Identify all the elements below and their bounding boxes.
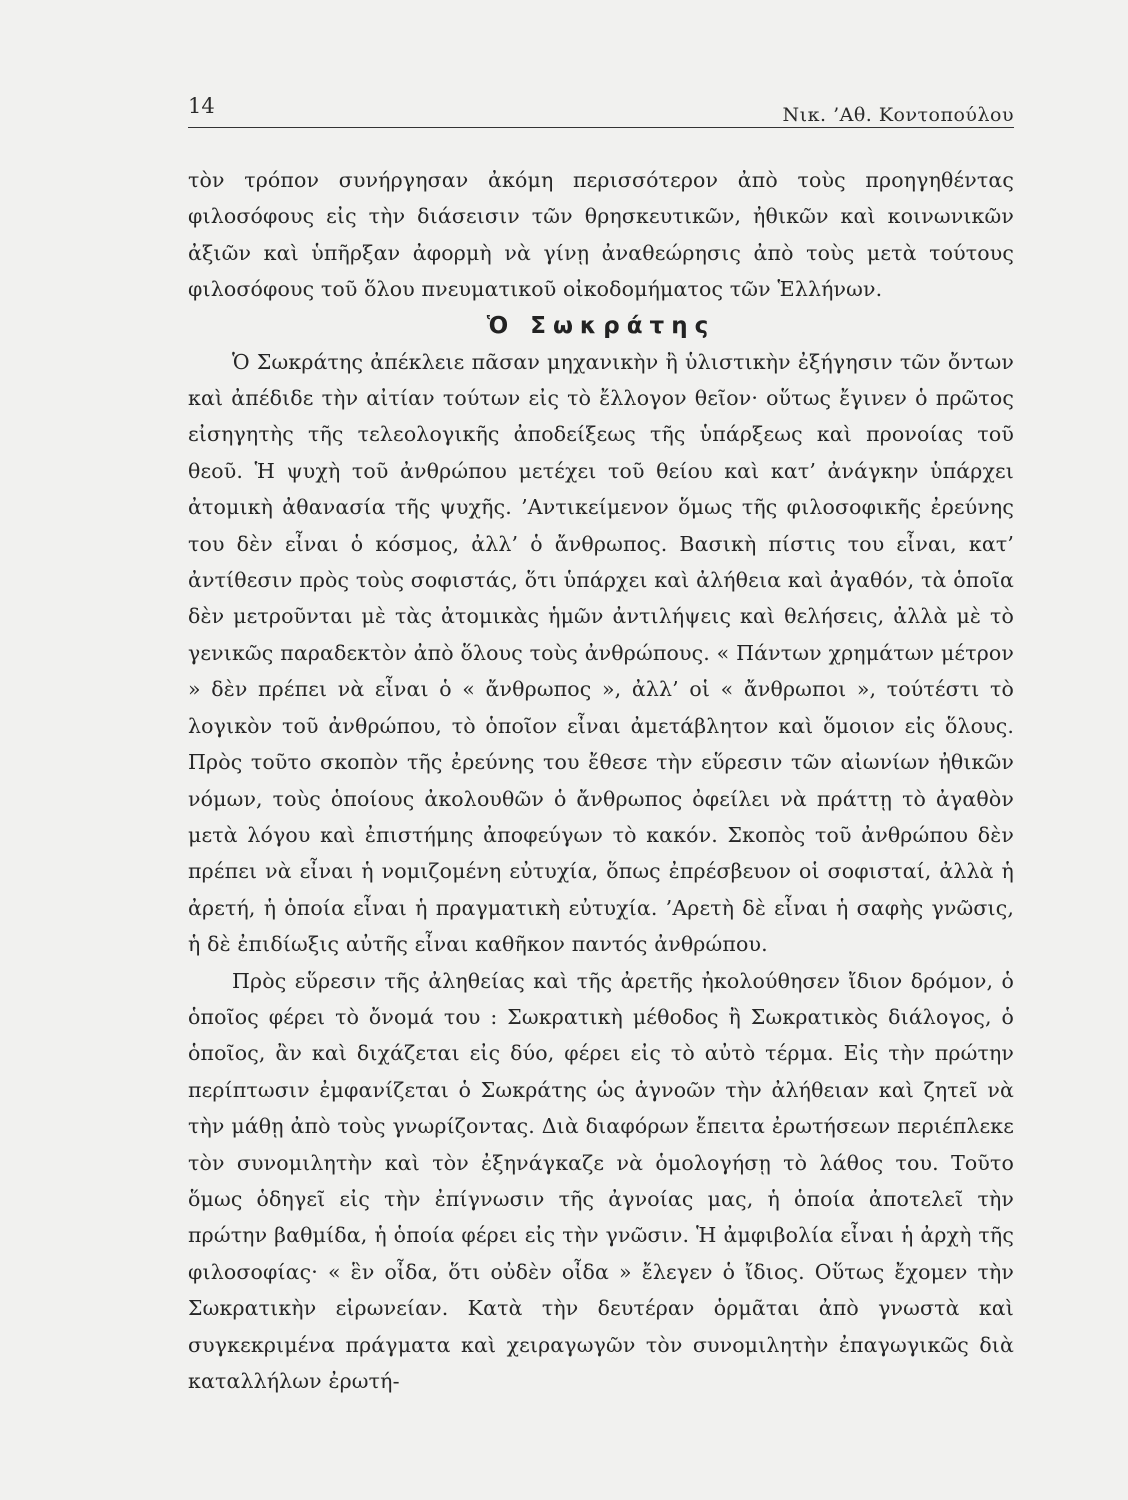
running-head: Νικ. ’Αθ. Κοντοπούλου <box>782 104 1014 126</box>
body-text <box>188 162 1014 1399</box>
paragraph-3: Πρὸς εὕρεσιν τῆς ἀληθείας καὶ τῆς ἀρετῆς ἠκολούθησεν ἴδιον δρόμον, ὁ ὁποῖος φέρει τὸ ὄνομά του : Σωκρατικὴ μέθοδος ἢ Σωκρατικὸς διάλογος, ὁ ὁποῖος, ἂν καὶ διχάζεται εἰς δύο, φέρει εἰς τὸ αὐτὸ τέρμα. Εἰς τὴν πρώτην περίπτωσιν ἐμφανίζεται ὁ Σωκράτης ὡς ἀγνοῶν τὴν ἀλήθειαν καὶ ζητεῖ νὰ τὴν μάθῃ ἀπὸ τοὺς γνωρίζοντας. Διὰ διαφόρων ἔπειτα ἐρωτήσεων περιέπλεκε τὸν συνομιλητὴν καὶ τὸν ἐξηνάγκαζε νὰ ὁμολογήσῃ τὸ λάθος του. Τοῦτο ὅμως ὁδηγεῖ εἰς τὴν ἐπίγνωσιν τῆς ἀγνοίας μας, ἡ ὁποία ἀποτελεῖ τὴν πρώτην βαθμίδα, ἡ ὁποία φέρει εἰς τὴν γνῶσιν. Ἡ ἀμφιβολία εἶναι ἡ ἀρχὴ τῆς φιλοσοφίας· « ἓν οἶδα, ὅτι οὐδὲν οἶδα » ἔλεγεν ὁ ἴδιος. Οὕτως ἔχομεν τὴν Σωκρατικὴν εἰρωνείαν. Κατὰ τὴν δευτέραν ὁρμᾶται ἀπὸ γνωστὰ καὶ συγκεκριμένα πράγματα καὶ χειραγωγῶν τὸν συνομιλητὴν ἐπαγωγικῶς διὰ καταλλήλων ἐρωτή- <box>188 968 1014 1393</box>
page-number: 14 <box>188 94 215 118</box>
section-heading: Ὁ Σωκράτης <box>486 312 716 339</box>
paragraph-2: Ὁ Σωκράτης ἀπέκλειε πᾶσαν μηχανικὴν ἢ ὑλιστικὴν ἐξήγησιν τῶν ὄντων καὶ ἀπέδιδε τὴν αἰτίαν τούτων εἰς τὸ ἔλλογον θεῖον· οὕτως ἔγινεν ὁ πρῶτος εἰσηγητὴς τῆς τελεολογικῆς ἀποδείξεως τῆς ὑπάρξεως καὶ προνοίας τοῦ θεοῦ. Ἡ ψυχὴ τοῦ ἀνθρώπου μετέχει τοῦ θείου καὶ κατ’ ἀνάγκην ὑπάρχει ἀτομικὴ ἀθανασία τῆς ψυχῆς. ’Αντικείμενον ὅμως τῆς φιλοσοφικῆς ἐρεύνης του δὲν εἶναι ὁ κόσμος, ἀλλ’ ὁ ἄνθρωπος. Βασικὴ πίστις του εἶναι, κατ’ ἀντίθεσιν πρὸς τοὺς σοφιστάς, ὅτι ὑπάρχει καὶ ἀλήθεια καὶ ἀγαθόν, τὰ ὁποῖα δὲν μετροῦνται μὲ τὰς ἀτομικὰς ἡμῶν ἀντιλήψεις καὶ θελήσεις, ἀλλὰ μὲ τὸ γενικῶς παραδεκτὸν ἀπὸ ὅλους τοὺς ἀνθρώπους. « Πάντων χρημάτων μέτρον » δὲν πρέπει νὰ εἶναι ὁ « ἄνθρωπος », ἀλλ’ οἱ « ἄνθρωποι », τούτέστι τὸ λογικὸν τοῦ ἀνθρώπου, τὸ ὁποῖον εἶναι ἀμετάβλητον καὶ ὅμοιον εἰς ὅλους. Πρὸς τοῦτο σκοπὸν τῆς ἐρεύνης του ἔθεσε τὴν εὕρεσιν τῶν αἰωνίων ἠθικῶν νόμων, τοὺς ὁποίους ἀκολουθῶν ὁ ἄνθρωπος ὀφείλει νὰ πράττῃ τὸ ἀγαθὸν μετὰ λόγου καὶ ἐπιστήμης ἀποφεύγων τὸ κακόν. Σκοπὸς τοῦ ἀνθρώπου δὲν πρέπει νὰ εἶναι ἡ νομιζομένη εὐτυχία, ὅπως ἐπρέσβευον οἱ σοφισταί, ἀλλὰ ἡ ἀρετή, ἡ ὁποία εἶναι ἡ πραγματικὴ εὐτυχία. ’Αρετὴ δὲ εἶναι ἡ σαφὴς γνῶσις, ἡ δὲ ἐπιδίωξις αὐτῆς εἶναι καθῆκον παντός ἀνθρώπου. <box>188 349 1014 957</box>
header-rule <box>188 127 1014 128</box>
page-header <box>188 94 1014 130</box>
paragraph-1: τὸν τρόπον συνήργησαν ἀκόμη περισσότερον ἀπὸ τοὺς προηγηθέντας φιλοσόφους εἰς τὴν διάσεισιν τῶν θρησκευτικῶν, ἠθικῶν καὶ κοινωνικῶν ἀξιῶν καὶ ὑπῆρξαν ἀφορμὴ νὰ γίνῃ ἀναθεώρησις ἀπὸ τοὺς μετὰ τούτους φιλοσόφους τοῦ ὅλου πνευματικοῦ οἰκοδομήματος τῶν Ἑλλήνων. <box>188 168 1014 302</box>
